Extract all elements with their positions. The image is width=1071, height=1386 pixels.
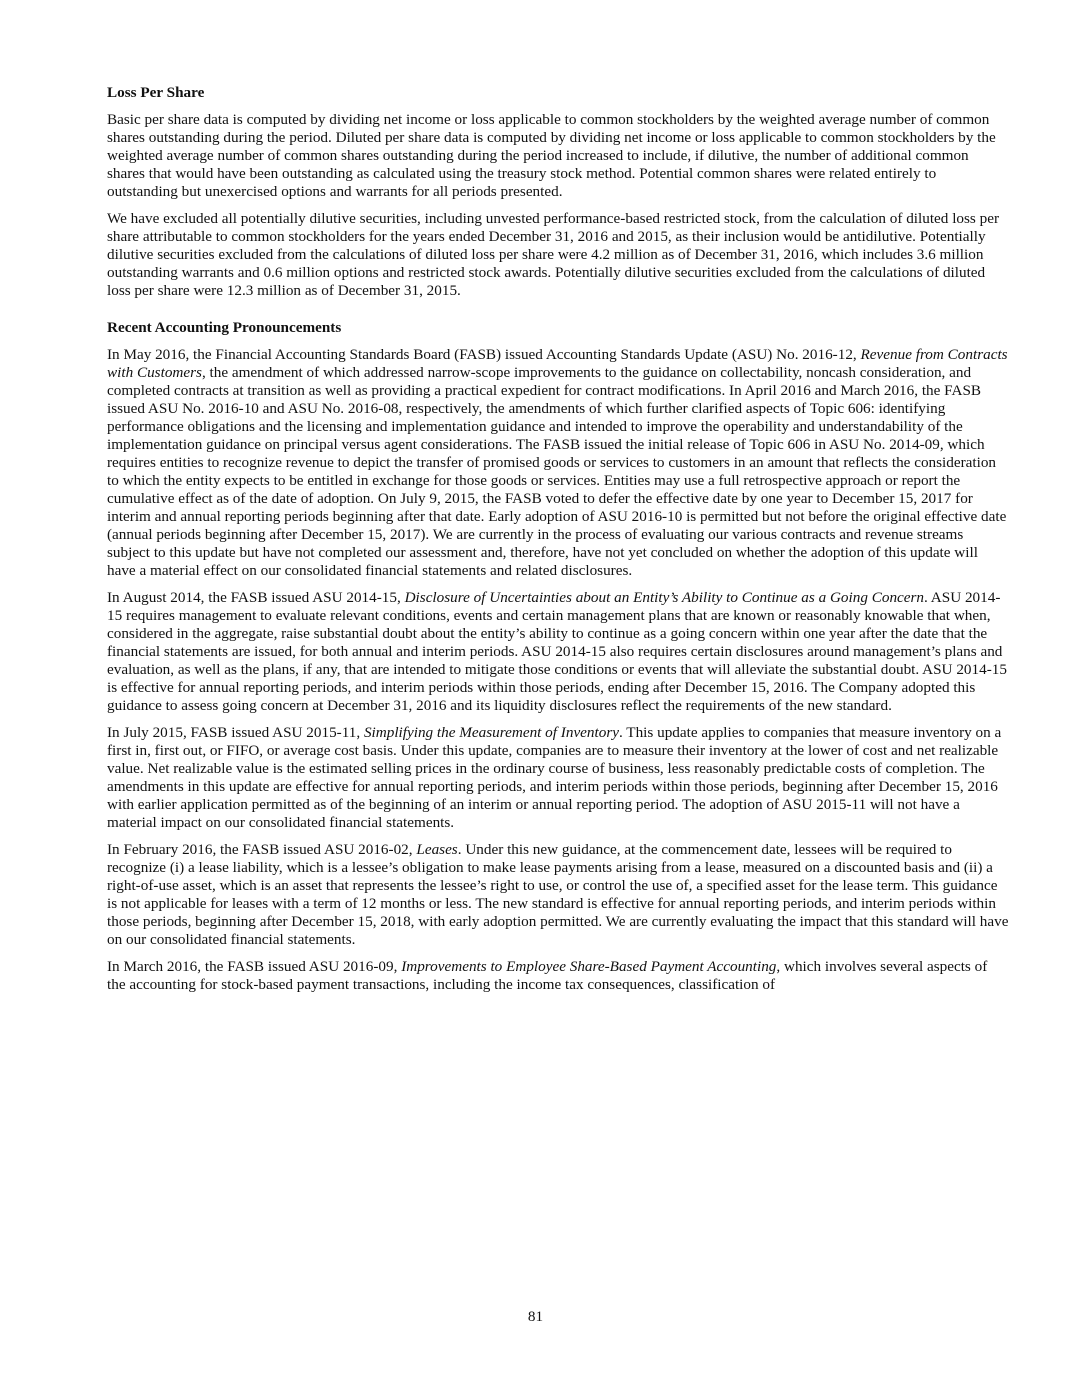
document-page [107,84,1009,1003]
paragraph-text: In March 2016, the FASB issued ASU 2016-09, [107,958,402,975]
paragraph-asu-2015-11 [107,724,1009,832]
paragraph-text: In February 2016, the FASB issued ASU 2016-02, [107,841,417,858]
paragraph-asu-2016-02 [107,841,1009,949]
page-number: 81 [527,1308,544,1325]
section-heading-loss-per-share: Loss Per Share [107,84,205,101]
paragraph-text: , which involves several aspects of the accounting for stock-based payment transactions, including the income tax consequences, classification of [107,958,988,993]
standard-title: Revenue from Contracts with Customers [107,346,1008,381]
standard-title: Simplifying the Measurement of Inventory [363,724,619,741]
paragraph-text: In July 2015, FASB issued ASU 2015-11, [107,724,364,741]
standard-title: Disclosure of Uncertainties about an Entity’s Ability to Continue as a Going Concern [404,589,925,606]
standard-title: Leases [416,841,458,858]
paragraph-asu-2016-09 [107,958,1009,994]
section-heading-recent-accounting-pronouncements: Recent Accounting Pronouncements [107,319,342,336]
paragraph-text: In August 2014, the FASB issued ASU 2014-15, [107,589,405,606]
paragraph-text: , the amendment of which addressed narrow-scope improvements to the guidance on collectability, noncash consideration, and completed contracts at transition as well as providing a practical expedient for contract modifications. In April 2016 and March 2016, the FASB issued ASU No. 2016-10 and ASU No. 2016-08, respectively, the amendments of which further clarified aspects of Topic 606: identifying performance obligations and the licensing and implementation guidance and intended to improve the operability and understandability of the implementation guidance on principal versus agent considerations. The FASB issued the initial release of Topic 606 in ASU No. 2014-09, which requires entities to recognize revenue to depict the transfer of promised goods or services to customers in an amount that reflects the consideration to which the entity expects to be entitled in exchange for those goods or services. Entities may use a full retrospective approach or report the cumulative effect as of the date of adoption. On July 9, 2015, the FASB voted to defer the effective date by one year to December 15, 2017 for interim and annual reporting periods beginning after that date. Early adoption of ASU 2016-10 is permitted but not before the original effective date (annual periods beginning after December 15, 2017). We are currently in the process of evaluating our various contracts and revenue streams subject to this update but have not completed our assessment and, therefore, have not yet concluded on whether the adoption of this update will have a material effect on our consolidated financial statements and related disclosures. [107,364,1007,579]
paragraph-text: . This update applies to companies that measure inventory on a first in, first out, or FIFO, or average cost basis. Under this update, companies are to measure their inventory at the lower of cost and net realizable value. Net realizable value is the estimated selling prices in the ordinary course of business, less reasonably predictable costs of completion. The amendments in this update are effective for annual reporting periods, and interim periods within those periods, beginning after December 15, 2016 with earlier application permitted as of the beginning of an interim or annual reporting period. The adoption of ASU 2015-11 will not have a material impact on our consolidated financial statements. [107,724,1002,831]
paragraph-text: . Under this new guidance, at the commencement date, lessees will be required to recognize (i) a lease liability, which is a lessee’s obligation to make lease payments arising from a lease, measured on a discounted basis and (ii) a right-of-use asset, which is an asset that represents the lessee’s right to use, or control the use of, a specified asset for the lease term. This guidance is not applicable for leases with a term of 12 months or less. The new standard is effective for annual reporting periods, and interim periods within those periods, beginning after December 15, 2018, with early adoption permitted. We are currently evaluating the impact that this standard will have on our consolidated financial statements. [107,841,1009,948]
paragraph-basic-diluted-per-share: Basic per share data is computed by dividing net income or loss applicable to common stockholders by the weighted average number of common shares outstanding during the period. Diluted per share data is computed by dividing net income or loss applicable to common stockholders by the weighted average number of common shares outstanding during the period increased to include, if dilutive, the number of additional common shares that would have been outstanding as calculated using the treasury stock method. Potential common shares were related entirely to outstanding but unexercised options and warrants for all periods presented. [107,111,996,200]
paragraph-text: In May 2016, the Financial Accounting Standards Board (FASB) issued Accounting Standards Update (ASU) No. 2016-12, [107,346,861,363]
paragraph-text: . ASU 2014-15 requires management to evaluate relevant conditions, events and certain management plans that are known or reasonably knowable that when, considered in the aggregate, raise substantial doubt about the entity’s ability to continue as a going concern within one year after the date that the financial statements are issued, for both annual and interim periods. ASU 2014-15 also requires certain disclosures around management’s plans and evaluation, as well as the plans, if any, that are intended to mitigate those conditions or events that will alleviate the substantial doubt. ASU 2014-15 is effective for annual reporting periods, and interim periods within those periods, ending after December 15, 2016. The Company adopted this guidance to assess going concern at December 31, 2016 and its liquidity disclosures reflect the requirements of the new standard. [107,589,1007,714]
paragraph-asu-2014-15 [107,589,1009,715]
paragraph-excluded-dilutive-securities: We have excluded all potentially dilutive securities, including unvested performance-based restricted stock, from the calculation of diluted loss per share attributable to common stockholders for the years ended December 31, 2016 and 2015, as their inclusion would be antidilutive. Potentially dilutive securities excluded from the calculations of diluted loss per share were 4.2 million as of December 31, 2016, which includes 3.6 million outstanding warrants and 0.6 million options and restricted stock awards. Potentially dilutive securities excluded from the calculations of diluted loss per share were 12.3 million as of December 31, 2015. [107,210,1000,299]
paragraph-asu-2016-12 [107,346,1009,580]
standard-title: Improvements to Employee Share-Based Payment Accounting [401,958,777,975]
